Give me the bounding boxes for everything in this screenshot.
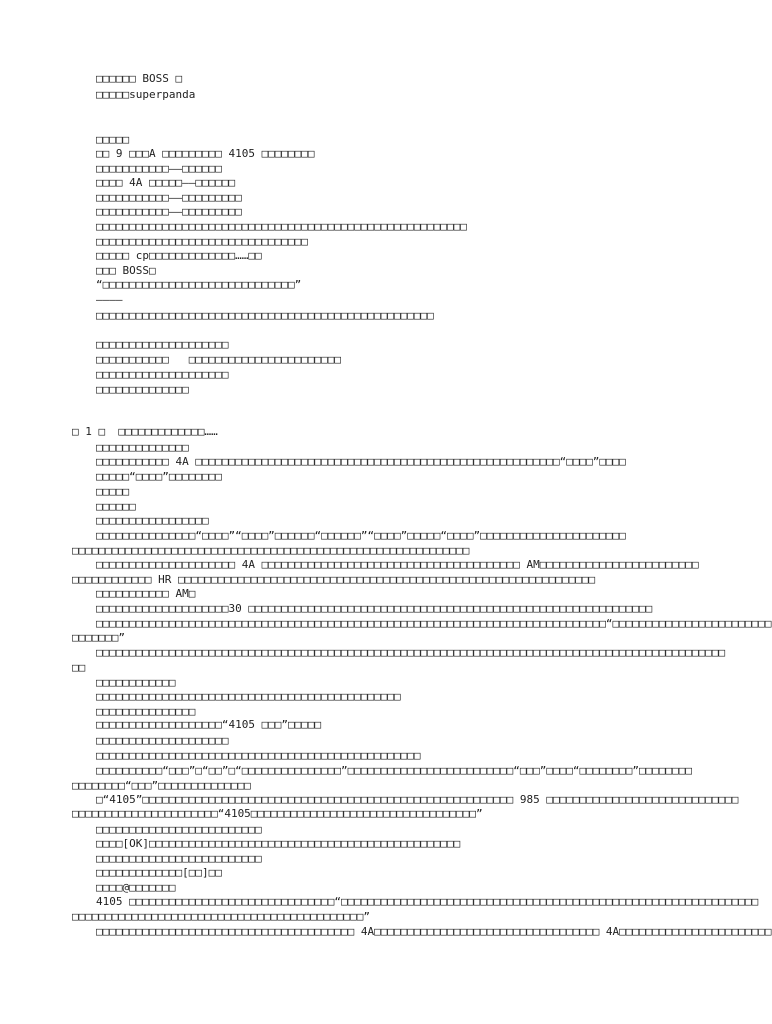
text-line: □□□□@□□□□□□□ <box>96 881 176 894</box>
text-line: □□□□□□□□□□□□□□□□□□□□ <box>96 338 229 351</box>
text-line: 4105 □□□□□□□□□□□□□□□□□□□□□□□□□□□□□□□“□□□□□□□□□□□□□□□□□□□□□□□□□□□□□□□□□□□□□□□□□□□□□□□□□□□□□□□□□□□□□□□ <box>96 895 759 908</box>
text-line: ———— <box>96 293 123 306</box>
text-line: □□□□□□□□□□□□□□□□□□□□□□□□□□□□□□□□□□□□□□□□□□□□□□□□□ <box>96 749 421 762</box>
text-line: □□ 9 □□□A □□□□□□□□□ 4105 □□□□□□□□ <box>96 147 315 160</box>
text-line: □□□□□□□□□□□□□□□□□□□□□□□□□□□□□□□□□□□□□□□ 4A□□□□□□□□□□□□□□□□□□□□□□□□□□□□□□□□□□ 4A□□□□□□□□□□□□□□□□□□□□□□□ <box>96 925 772 938</box>
text-line: □□□□□ <box>96 133 130 146</box>
text-line: □□□□□□□□□□□——□□□□□□□□□ <box>96 205 242 218</box>
text-line: □□□□□ cp□□□□□□□□□□□□□……□□ <box>96 249 262 262</box>
text-line: □□□□□□□□□□□□□□□ <box>96 705 196 718</box>
text-line: □ 1 □ □□□□□□□□□□□□□…… <box>72 425 218 438</box>
text-line: □□□□□superpanda <box>96 88 196 101</box>
text-line: □□□□□□□□□□□□□□□□□□□□□□□□□□□□□□□□□□□□□□□□□□□□□□ <box>96 690 401 703</box>
text-line: □□□□□□□□□□□□□□□□□□□□ <box>96 734 229 747</box>
text-line: □□□□□□□□□□□□□□□□□□□□□ 4A □□□□□□□□□□□□□□□□□□□□□□□□□□□□□□□□□□□□□□□ AM□□□□□□□□□□□□□□□□□□□□□□□□ <box>96 558 699 571</box>
text-line: □□□ BOSS□ <box>96 264 156 277</box>
text-line: □□□□□□□□□□□□□□□□□□□□ <box>96 368 229 381</box>
text-line: □“4105”□□□□□□□□□□□□□□□□□□□□□□□□□□□□□□□□□□□□□□□□□□□□□□□□□□□□□□□□ 985 □□□□□□□□□□□□□□□□□□□□□□□□□□□□□ <box>96 793 739 806</box>
text-line: □□□□□□□□□□□□□□□□□□□□□□□□□□□□□□□□□□□□□□□□□□□□□□□□□□□□□□□□ <box>96 220 467 233</box>
text-line: □□□□□□□□□□□□□□□□□□□□□□□□□□□□□□□□ <box>96 235 308 248</box>
text-line: □□□□□□□□□□“□□□”□“□□”□“□□□□□□□□□□□□□□□”□□□□□□□□□□□□□□□□□□□□□□□□□“□□□”□□□□“□□□□□□□□”□□□□□□□□ <box>96 764 693 777</box>
text-line: □□ <box>72 661 86 674</box>
text-line: □□□□□□□” <box>72 631 125 644</box>
text-line: □□□□□□□□□□□□□□□□□ <box>96 514 209 527</box>
text-line: □□□□□□□□“□□□”□□□□□□□□□□□□□□ <box>72 779 251 792</box>
text-line: □□□□□“□□□□”□□□□□□□□ <box>96 470 222 483</box>
text-line: □□□□□□□□□□□□□□□□□□□□□□□□□ <box>96 852 262 865</box>
text-line: □□□□□□□□□□□——□□□□□□□□□ <box>96 191 242 204</box>
text-line: □□□□□□□□□□□□□□□□□□□“4105 □□□”□□□□□ <box>96 718 322 731</box>
text-line: □□□□□□□□□□□□□□□“□□□□”“□□□□”□□□□□□“□□□□□□”“□□□□”□□□□□“□□□□”□□□□□□□□□□□□□□□□□□□□□□ <box>96 529 626 542</box>
text-line: □□□□□□□□□□□ 4A □□□□□□□□□□□□□□□□□□□□□□□□□□□□□□□□□□□□□□□□□□□□□□□□□□□□□□□“□□□□”□□□□ <box>96 455 626 468</box>
text-line: □□□□□□□□□□□□□□□□□□□□□□□□□□□□□□□□□□□□□□□□□□□□” <box>72 910 371 923</box>
text-line: □□□□□□□□□□□ AM□ <box>96 587 196 600</box>
text-line: □□□□□□□□□□□□□[□□]□□ <box>96 866 222 879</box>
text-line: □□□□□□ <box>96 500 136 513</box>
text-line: □□□□□□□□□□□□□□ <box>96 441 189 454</box>
text-line: □□□□□□□□□□□□□□□□□□□□□□□□□□□□□□□□□□□□□□□□□□□□□□□□□□□□□□□□□□□□ <box>72 544 470 557</box>
text-line: □□□□[OK]□□□□□□□□□□□□□□□□□□□□□□□□□□□□□□□□□□□□□□□□□□□□□□□ <box>96 837 461 850</box>
text-line: □□□□□□□□□□□□ <box>96 676 176 689</box>
text-line: □□□□□□□□□□□□□□ <box>96 383 189 396</box>
text-line: □□□□□□□□□□□ □□□□□□□□□□□□□□□□□□□□□□□ <box>96 353 342 366</box>
text-line: □□□□ 4A □□□□□——□□□□□□ <box>96 176 236 189</box>
text-line: □□□□□□□□□□□——□□□□□□ <box>96 162 222 175</box>
text-line: □□□□□□□□□□□□□□□□□□□□□□“4105□□□□□□□□□□□□□□□□□□□□□□□□□□□□□□□□□□” <box>72 807 483 820</box>
text-line: □□□□□□□□□□□□□□□□□□□□□□□□□ <box>96 823 262 836</box>
text-line: □□□□□□ BOSS □ <box>96 72 183 85</box>
text-line: □□□□□□□□□□□□□□□□□□□□30 □□□□□□□□□□□□□□□□□□□□□□□□□□□□□□□□□□□□□□□□□□□□□□□□□□□□□□□□□□□□□ <box>96 602 653 615</box>
text-line: □□□□□□□□□□□□ HR □□□□□□□□□□□□□□□□□□□□□□□□□□□□□□□□□□□□□□□□□□□□□□□□□□□□□□□□□□□□□□□ <box>72 573 596 586</box>
text-line: “□□□□□□□□□□□□□□□□□□□□□□□□□□□□□” <box>96 278 302 291</box>
text-line: □□□□□□□□□□□□□□□□□□□□□□□□□□□□□□□□□□□□□□□□□□□□□□□□□□□□□□□□□□□□□□□□□□□□□□□□□□□□□“□□□□□□□□□□□□□□□□□□□□□□□□ <box>96 617 772 630</box>
text-line: □□□□□□□□□□□□□□□□□□□□□□□□□□□□□□□□□□□□□□□□□□□□□□□□□□□ <box>96 309 434 322</box>
text-line: □□□□□□□□□□□□□□□□□□□□□□□□□□□□□□□□□□□□□□□□□□□□□□□□□□□□□□□□□□□□□□□□□□□□□□□□□□□□□□□□□□□□□□□□□□□□□□□ <box>96 646 726 659</box>
text-line: □□□□□ <box>96 485 130 498</box>
